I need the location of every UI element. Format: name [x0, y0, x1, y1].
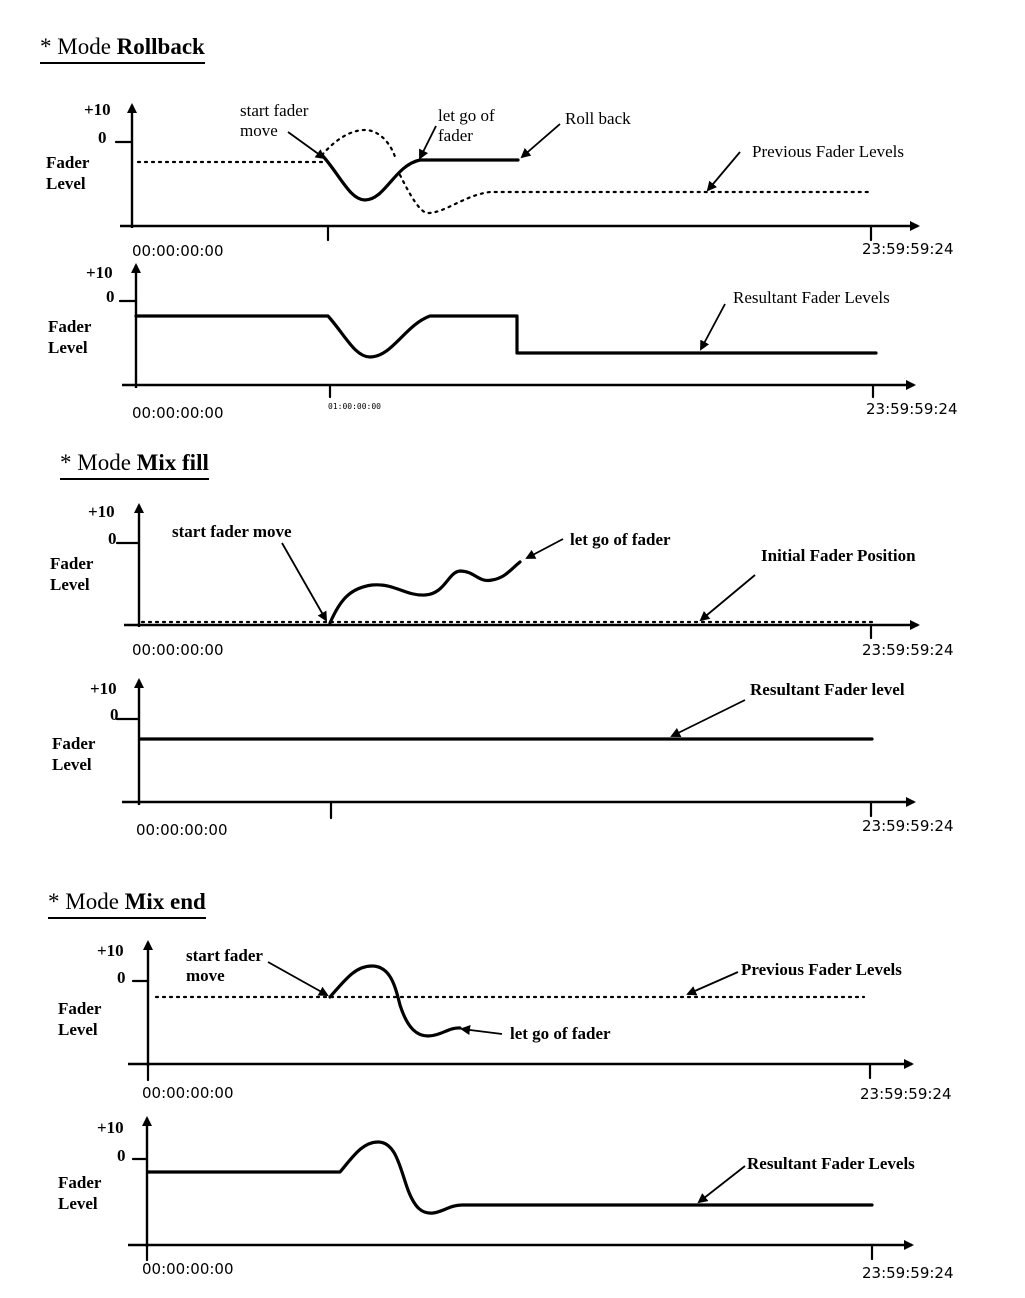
heading-mode: Mix fill [136, 450, 209, 475]
x-label-start: 00:00:00:00 [132, 242, 224, 260]
y-axis-label [58, 998, 101, 1040]
y-tick-plus10: +10 [90, 679, 117, 698]
y-label-line2: Level [46, 174, 86, 193]
x-label-end: 23:59:59:24 [860, 1085, 952, 1103]
y-label-line2: Level [58, 1194, 98, 1213]
y-label-line1: Fader [50, 554, 94, 573]
x-label-end: 23:59:59:24 [862, 240, 954, 258]
y-label-line2: Level [52, 755, 92, 774]
y-label-line2: Level [58, 1020, 98, 1039]
annotation-resultant-level: Resultant Fader level [750, 680, 905, 699]
letgo-arrow [462, 1029, 502, 1034]
rollback-arrow [522, 124, 560, 157]
rollback-top-chart [116, 105, 918, 240]
annotation-resultant-levels: Resultant Fader Levels [733, 288, 890, 307]
x-label-end: 23:59:59:24 [862, 1264, 954, 1282]
y-label-line1: Fader [58, 999, 102, 1018]
annotation-initial-position: Initial Fader Position [761, 546, 916, 565]
heading-prefix: * Mode [60, 450, 137, 475]
annotation-start-fader [186, 946, 263, 986]
annotation-previous-levels: Previous Fader Levels [752, 142, 905, 161]
x-label-start: 00:00:00:00 [136, 821, 228, 839]
annotation-roll-back: Roll back [565, 109, 631, 128]
y-tick-0: 0 [108, 529, 117, 548]
annotation-start-a: start fader [186, 946, 263, 965]
resultant-arrow [701, 304, 725, 349]
previous-arrow [708, 152, 740, 190]
y-axis-label [50, 553, 93, 595]
resultant-arrow [672, 700, 745, 736]
annotation-start-b: move [240, 121, 278, 140]
annotation-let-go [438, 106, 495, 146]
heading-mode: Mix end [124, 889, 206, 914]
y-label-line1: Fader [58, 1173, 102, 1192]
x-label-start: 00:00:00:00 [142, 1260, 234, 1278]
fader-move-curve [330, 562, 520, 623]
annotation-start-a: start fader [240, 101, 309, 120]
previous-arrow [688, 972, 738, 994]
y-label-line1: Fader [46, 153, 90, 172]
annotation-start-b: move [186, 966, 225, 985]
y-tick-0: 0 [110, 705, 119, 724]
annotation-resultant-levels: Resultant Fader Levels [747, 1154, 915, 1173]
previous-level-hump [322, 130, 396, 160]
y-tick-0: 0 [117, 1146, 126, 1165]
section-heading-mix-end [48, 889, 206, 919]
heading-prefix: * Mode [40, 34, 117, 59]
heading-prefix: * Mode [48, 889, 125, 914]
y-axis-label [48, 316, 91, 358]
y-tick-0: 0 [106, 287, 115, 306]
mixend-bottom-chart [128, 1118, 912, 1260]
initial-arrow [701, 575, 755, 620]
y-tick-plus10: +10 [97, 941, 124, 960]
annotation-letgo-b: fader [438, 126, 473, 145]
y-tick-plus10: +10 [88, 502, 115, 521]
rollback-bottom-chart [120, 265, 914, 397]
y-axis-label [52, 733, 95, 775]
annotation-let-go: let go of fader [570, 530, 671, 549]
mixfill-bottom-chart [117, 680, 914, 818]
y-axis-label [58, 1172, 101, 1214]
letgo-arrow [527, 539, 563, 558]
y-tick-0: 0 [98, 128, 107, 147]
previous-level-dip [400, 175, 872, 213]
annotation-letgo-a: let go of [438, 106, 495, 125]
start-arrow [268, 962, 327, 995]
section-heading-rollback [40, 34, 205, 64]
letgo-arrow [420, 126, 436, 158]
annotation-let-go: let go of fader [510, 1024, 611, 1043]
y-tick-0: 0 [117, 968, 126, 987]
x-label-end: 23:59:59:24 [862, 817, 954, 835]
y-tick-plus10: +10 [97, 1118, 124, 1137]
x-label-mid: 01:00:00:00 [328, 402, 381, 411]
start-arrow [282, 543, 326, 620]
x-label-start: 00:00:00:00 [142, 1084, 234, 1102]
fader-move-curve [330, 966, 460, 1036]
y-label-line2: Level [50, 575, 90, 594]
y-label-line1: Fader [48, 317, 92, 336]
y-label-line1: Fader [52, 734, 96, 753]
y-tick-plus10: +10 [86, 263, 113, 282]
resultant-curve [136, 316, 876, 357]
x-label-end: 23:59:59:24 [866, 400, 958, 418]
resultant-curve [148, 1142, 872, 1213]
annotation-start-fader [240, 101, 308, 141]
section-heading-mix-fill [60, 450, 209, 480]
resultant-arrow [699, 1166, 745, 1202]
heading-mode: Rollback [116, 34, 205, 59]
y-axis-label [46, 152, 89, 194]
annotation-start-fader-move: start fader move [172, 522, 292, 541]
y-label-line2: Level [48, 338, 88, 357]
y-tick-plus10: +10 [84, 100, 111, 119]
x-label-end: 23:59:59:24 [862, 641, 954, 659]
x-label-start: 00:00:00:00 [132, 641, 224, 659]
annotation-previous-levels: Previous Fader Levels [741, 960, 902, 979]
x-label-start: 00:00:00:00 [132, 404, 224, 422]
